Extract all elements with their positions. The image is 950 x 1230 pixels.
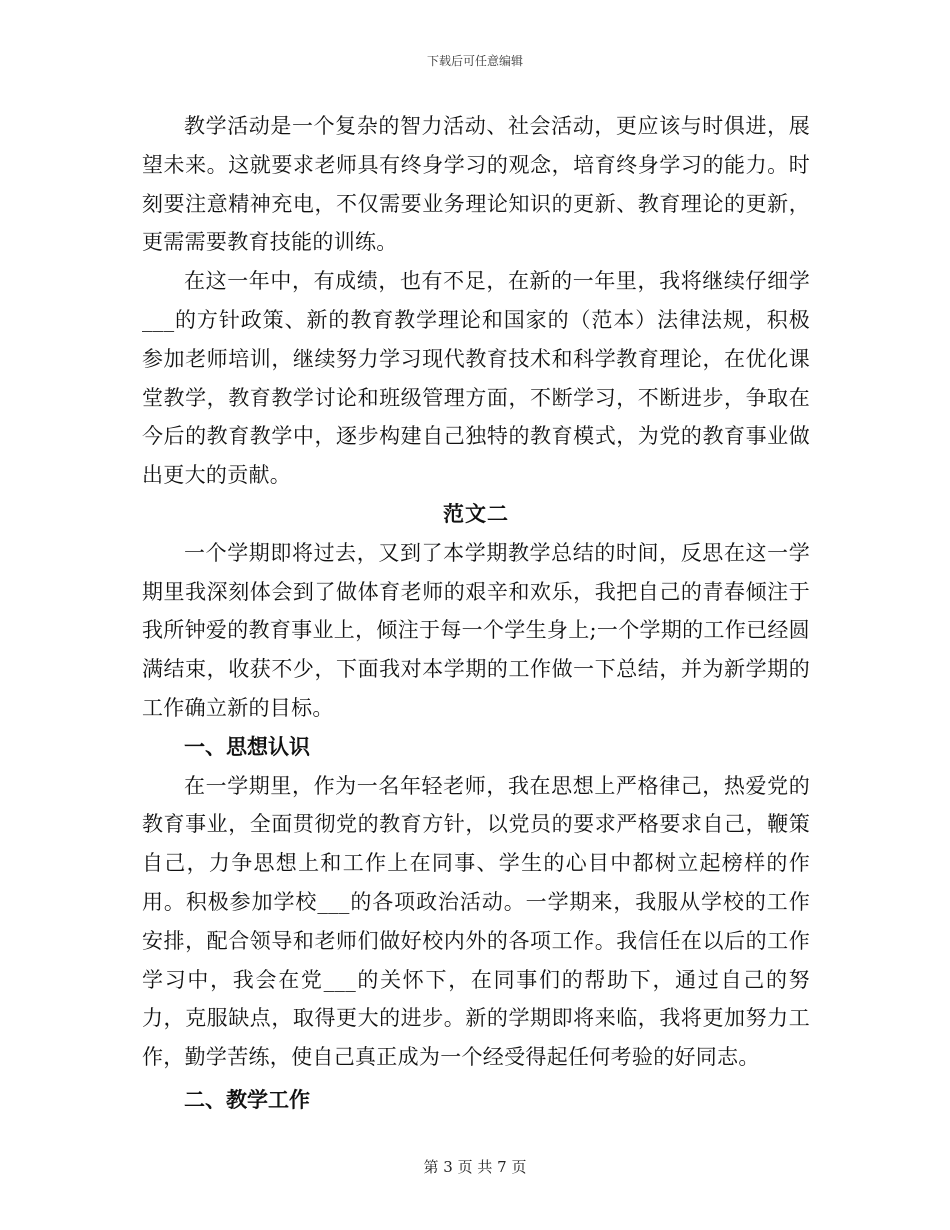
paragraph-semester-intro: 一个学期即将过去，又到了本学期教学总结的时间，反思在这一学期里我深刻体会到了做体育老师的艰辛和欢乐，我把自己的青春倾注于我所钟爱的教育事业上，倾注于每一个学生身上;一个学期的工作已经圆满结束，收获不少，下面我对本学期的工作做一下总结，并为新学期的工作确立新的目标。	[142, 540, 810, 720]
page-header-note: 下载后可任意编辑	[426, 54, 523, 68]
paragraph-year-plan: 在这一年中，有成绩，也有不足，在新的一年里，我将继续仔细学___的方针政策、新的教育教学理论和国家的（范本）法律法规，积极参加老师培训，继续努力学习现代教育技术和科学教育理论，在优化课堂教学，教育教学讨论和班级管理方面，不断学习，不断进步，争取在今后的教育教学中，逐步构建自己独特的教育模式，为党的教育事业做出更大的贡献。	[142, 269, 810, 488]
section-title: 范文二	[443, 500, 509, 526]
paragraph-teaching-activity: 教学活动是一个复杂的智力活动、社会活动，更应该与时俱进，展望未来。这就要求老师具有终身学习的观念，培育终身学习的能力。时刻要注意精神充电，不仅需要业务理论知识的更新、教育理论的更新，更需需要教育技能的训练。	[142, 114, 810, 255]
heading-ideological: 一、思想认识	[184, 733, 310, 759]
document-body	[142, 107, 810, 1120]
heading-teaching-work: 二、教学工作	[184, 1086, 310, 1112]
page-number-footer: 第 3 页 共 7 页	[423, 1158, 527, 1176]
paragraph-ideological: 在一学期里，作为一名年轻老师，我在思想上严格律己，热爱党的教育事业，全面贯彻党的教育方针，以党员的要求严格要求自己，鞭策自己，力争思想上和工作上在同事、学生的心目中都树立起榜样的作用。积极参加学校___的各项政治活动。一学期来，我服从学校的工作安排，配合领导和老师们做好校内外的各项工作。我信任在以后的工作学习中，我会在党___的关怀下，在同事们的帮助下，通过自己的努力，克服缺点，取得更大的进步。新的学期即将来临，我将更加努力工作，勤学苦练，使自己真正成为一个经受得起任何考验的好同志。	[142, 773, 810, 1070]
